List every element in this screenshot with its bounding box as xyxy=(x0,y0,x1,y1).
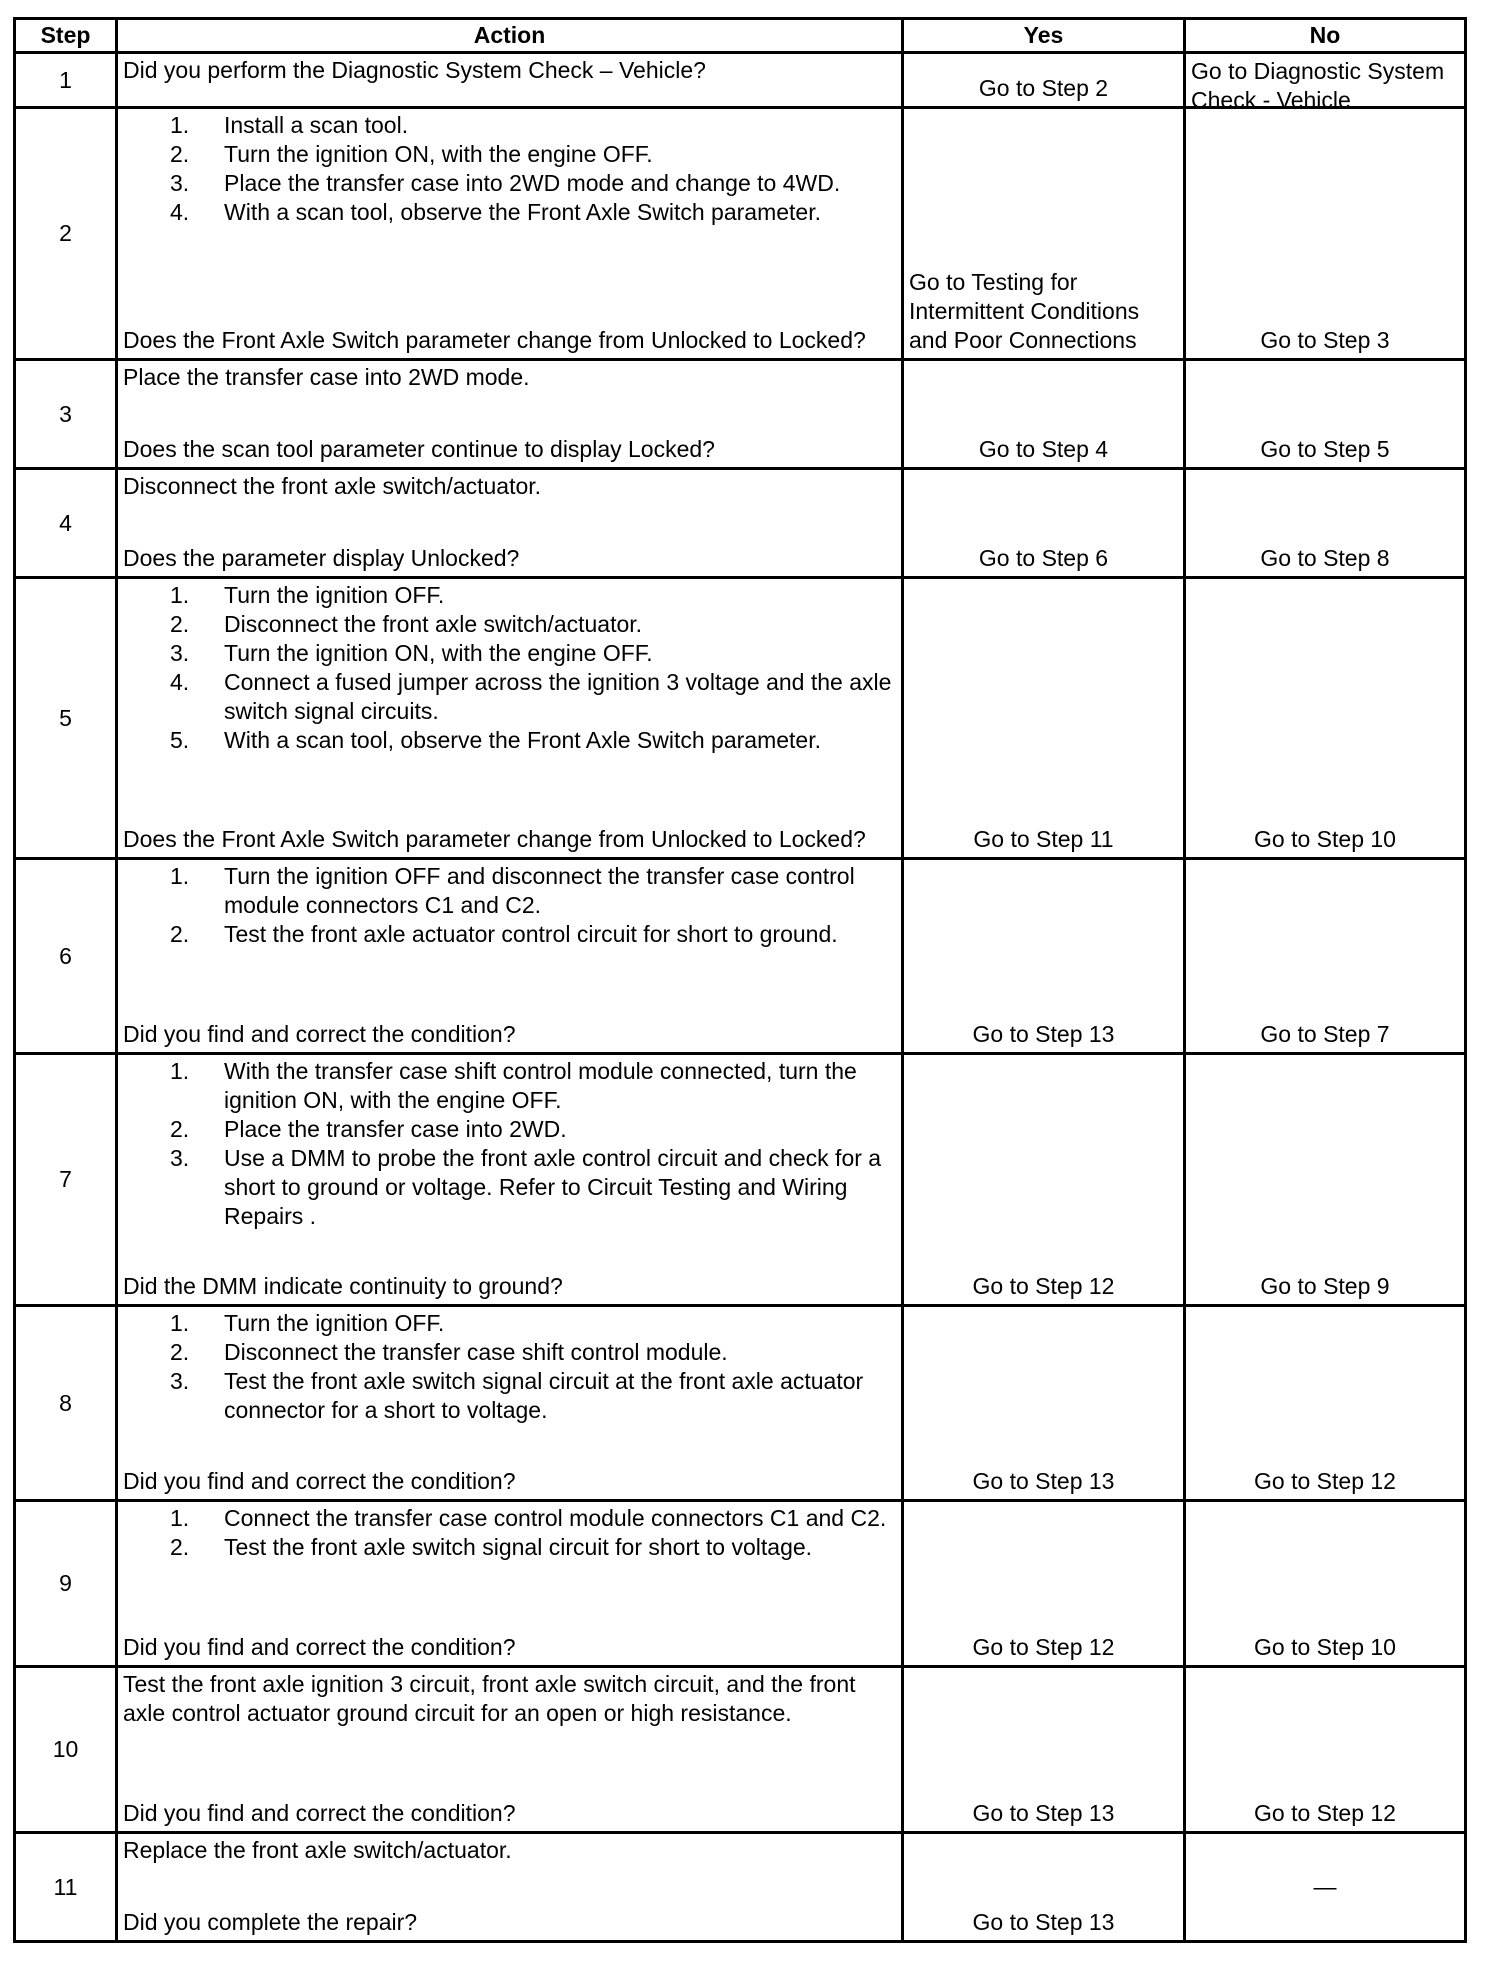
yes-answer: Go to Step 11 xyxy=(973,826,1114,852)
action-cell xyxy=(117,360,903,469)
action-cell xyxy=(117,1667,903,1833)
step-number: 8 xyxy=(15,1306,117,1501)
no-answer: Go to Step 10 xyxy=(1254,826,1396,852)
no-answer: Go to Step 12 xyxy=(1254,1800,1396,1826)
no-cell xyxy=(1185,108,1466,360)
yes-answer: Go to Testing for Intermittent Conditions and Poor Connections xyxy=(909,269,1140,353)
step-number: 4 xyxy=(15,469,117,578)
table-row xyxy=(15,53,1466,108)
question-text: Does the Front Axle Switch parameter change from Unlocked to Locked? xyxy=(123,327,866,353)
instruction-item: 1. With the transfer case shift control module connected, turn the ignition ON, with the engine OFF. xyxy=(170,1058,857,1113)
step-number: 7 xyxy=(15,1054,117,1306)
step-number: 2 xyxy=(15,108,117,360)
yes-answer: Go to Step 13 xyxy=(972,1800,1115,1826)
no-answer: Go to Step 3 xyxy=(1260,327,1390,353)
yes-cell xyxy=(903,1501,1185,1667)
table-row xyxy=(15,469,1466,578)
yes-answer: Go to Step 4 xyxy=(978,436,1109,462)
no-answer: Go to Step 10 xyxy=(1254,1634,1396,1660)
question-text: Did you find and correct the condition? xyxy=(123,1634,516,1660)
instruction-list xyxy=(123,1309,893,1425)
instruction-item: 4. With a scan tool, observe the Front Axle Switch parameter. xyxy=(170,199,822,225)
step-number: 5 xyxy=(15,578,117,859)
no-cell xyxy=(1185,360,1466,469)
action-text: Place the transfer case into 2WD mode. xyxy=(123,364,530,390)
instruction-item: 2. Place the transfer case into 2WD. xyxy=(170,1116,567,1142)
action-text: Test the front axle ignition 3 circuit, front axle switch circuit, and the front axle control actuator ground circuit for an open or high resistance. xyxy=(123,1671,856,1726)
step-number: 3 xyxy=(15,360,117,469)
no-cell xyxy=(1185,1501,1466,1667)
yes-cell xyxy=(903,1054,1185,1306)
yes-answer: Go to Step 12 xyxy=(972,1273,1115,1299)
instruction-item: 1. Turn the ignition OFF and disconnect the transfer case control module connectors C1 and C2. xyxy=(170,863,855,918)
no-cell xyxy=(1185,578,1466,859)
yes-cell xyxy=(903,1667,1185,1833)
table-row xyxy=(15,1501,1466,1667)
header-no: No xyxy=(1185,19,1466,53)
instruction-item: 2. Disconnect the transfer case shift control module. xyxy=(170,1339,728,1365)
instruction-list xyxy=(123,1504,893,1562)
yes-answer: Go to Step 13 xyxy=(972,1021,1115,1047)
no-answer: Go to Step 9 xyxy=(1260,1273,1390,1299)
instruction-item: 2. Test the front axle actuator control circuit for short to ground. xyxy=(170,921,838,947)
action-cell xyxy=(117,1306,903,1501)
instruction-item: 2. Turn the ignition ON, with the engine OFF. xyxy=(170,141,653,167)
yes-answer: Go to Step 13 xyxy=(972,1468,1115,1494)
yes-cell xyxy=(903,53,1185,108)
question-text: Did the DMM indicate continuity to ground? xyxy=(123,1273,563,1299)
instruction-list xyxy=(123,581,893,755)
instruction-item: 1. Turn the ignition OFF. xyxy=(170,1310,445,1336)
table-row xyxy=(15,859,1466,1054)
no-cell xyxy=(1185,1833,1466,1942)
instruction-item: 3. Place the transfer case into 2WD mode and change to 4WD. xyxy=(170,170,841,196)
yes-cell xyxy=(903,1306,1185,1501)
no-cell xyxy=(1185,53,1466,113)
no-answer: Go to Step 12 xyxy=(1254,1468,1396,1494)
table-row xyxy=(15,1054,1466,1306)
instruction-item: 5. With a scan tool, observe the Front Axle Switch parameter. xyxy=(170,727,822,753)
yes-cell xyxy=(903,469,1185,578)
header-yes: Yes xyxy=(903,19,1185,53)
no-cell xyxy=(1185,859,1466,1054)
yes-cell xyxy=(903,360,1185,469)
table-row xyxy=(15,108,1466,360)
action-cell xyxy=(117,1054,903,1306)
instruction-item: 3. Use a DMM to probe the front axle control circuit and check for a short to ground or voltage. Refer to Circuit Testing and Wiring Repairs . xyxy=(170,1145,882,1229)
instruction-list xyxy=(123,111,893,227)
no-cell xyxy=(1185,469,1466,578)
action-cell xyxy=(117,578,903,859)
header-action: Action xyxy=(117,19,903,53)
action-text: Did you perform the Diagnostic System Check – Vehicle? xyxy=(123,57,706,83)
diagnostic-table xyxy=(13,17,1467,1943)
question-text: Did you find and correct the condition? xyxy=(123,1021,516,1047)
step-number: 6 xyxy=(15,859,117,1054)
instruction-item: 1. Connect the transfer case control module connectors C1 and C2. xyxy=(170,1505,887,1531)
yes-answer: Go to Step 6 xyxy=(978,545,1109,571)
instruction-item: 2. Test the front axle switch signal circuit for short to voltage. xyxy=(170,1534,813,1560)
question-text: Does the parameter display Unlocked? xyxy=(123,545,520,571)
table-row xyxy=(15,1667,1466,1833)
header-step: Step xyxy=(15,19,117,53)
instruction-list xyxy=(123,862,893,949)
question-text: Did you find and correct the condition? xyxy=(123,1468,516,1494)
instruction-item: 1. Turn the ignition OFF. xyxy=(170,582,445,608)
no-answer: Go to Diagnostic System Check - Vehicle xyxy=(1191,58,1445,113)
action-cell xyxy=(117,469,903,578)
no-answer: Go to Step 5 xyxy=(1260,436,1390,462)
yes-answer: Go to Step 2 xyxy=(978,75,1109,101)
question-text: Does the scan tool parameter continue to display Locked? xyxy=(123,436,715,462)
yes-cell xyxy=(903,859,1185,1054)
action-cell xyxy=(117,1833,903,1942)
yes-answer: Go to Step 12 xyxy=(972,1634,1115,1660)
no-answer: Go to Step 7 xyxy=(1260,1021,1390,1047)
question-text: Did you complete the repair? xyxy=(123,1909,418,1935)
instruction-item: 3. Test the front axle switch signal circuit at the front axle actuator connector for a short to voltage. xyxy=(170,1368,864,1423)
instruction-item: 4. Connect a fused jumper across the ignition 3 voltage and the axle switch signal circuits. xyxy=(170,669,892,724)
no-cell xyxy=(1185,1306,1466,1501)
no-answer: Go to Step 8 xyxy=(1260,545,1390,571)
yes-cell xyxy=(903,1833,1185,1942)
table-row xyxy=(15,360,1466,469)
instruction-list xyxy=(123,1057,893,1231)
no-cell xyxy=(1185,1054,1466,1306)
instruction-item: 2. Disconnect the front axle switch/actuator. xyxy=(170,611,643,637)
instruction-item: 3. Turn the ignition ON, with the engine OFF. xyxy=(170,640,653,666)
action-cell xyxy=(117,53,903,108)
yes-answer: Go to Step 13 xyxy=(972,1909,1115,1935)
table-row xyxy=(15,1833,1466,1942)
action-text: Replace the front axle switch/actuator. xyxy=(123,1837,512,1863)
table-row xyxy=(15,578,1466,859)
action-text: Disconnect the front axle switch/actuator. xyxy=(123,473,542,499)
header-row xyxy=(15,19,1466,53)
step-number: 9 xyxy=(15,1501,117,1667)
table-row xyxy=(15,1306,1466,1501)
instruction-item: 1. Install a scan tool. xyxy=(170,112,409,138)
action-cell xyxy=(117,859,903,1054)
no-cell xyxy=(1185,1667,1466,1833)
question-text: Does the Front Axle Switch parameter change from Unlocked to Locked? xyxy=(123,826,866,852)
action-cell xyxy=(117,1501,903,1667)
step-number: 11 xyxy=(15,1833,117,1942)
yes-cell xyxy=(903,108,1185,360)
question-text: Did you find and correct the condition? xyxy=(123,1800,516,1826)
step-number: 1 xyxy=(15,53,117,108)
action-cell xyxy=(117,108,903,360)
yes-cell xyxy=(903,578,1185,859)
no-answer: — xyxy=(1313,1873,1337,1900)
step-number: 10 xyxy=(15,1667,117,1833)
